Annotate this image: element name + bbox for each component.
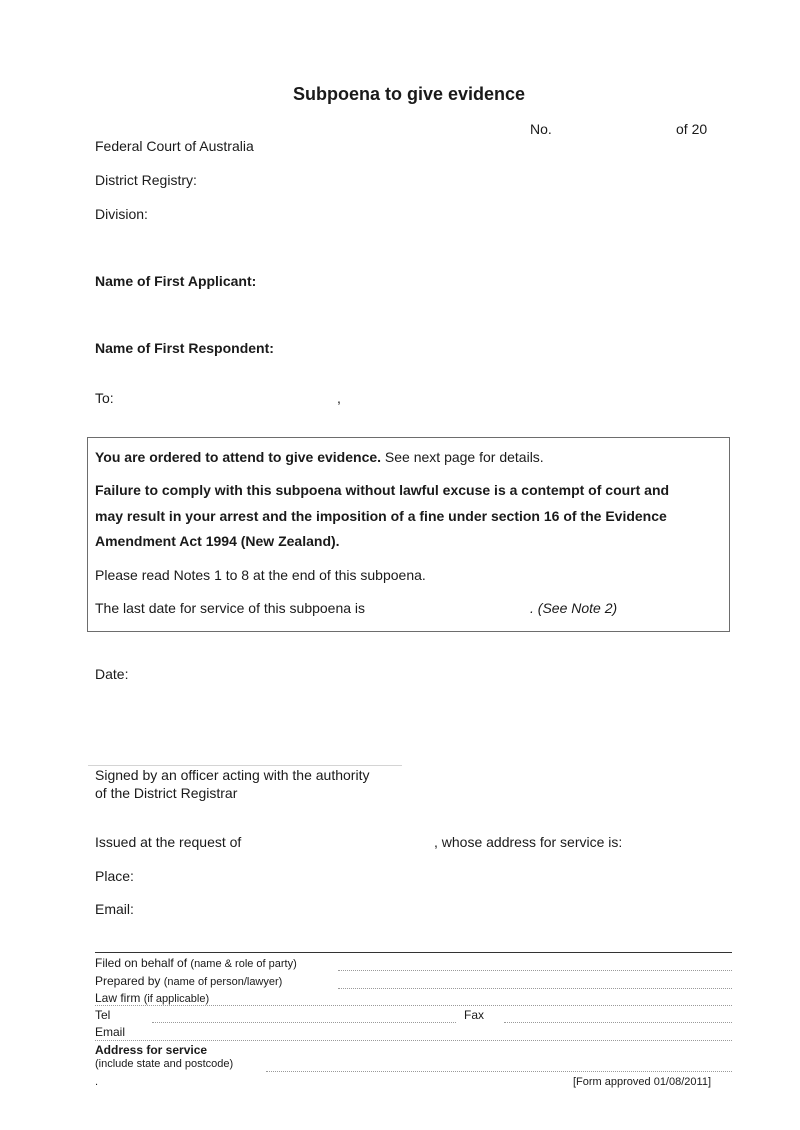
tel-label: Tel [95, 1008, 111, 1022]
first-respondent-label: Name of First Respondent: [95, 340, 274, 356]
tel-field[interactable] [152, 1022, 456, 1023]
read-notes-text: Please read Notes 1 to 8 at the end of this subpoena. [95, 567, 426, 583]
failure-line-1: Failure to comply with this subpoena without lawful excuse is a contempt of court and [95, 482, 670, 498]
address-for-service-text: , whose address for service is: [434, 834, 623, 850]
first-applicant-label: Name of First Applicant: [95, 273, 257, 289]
address-for-service-label: Address for service [95, 1043, 208, 1057]
address-note: (include state and postcode) [95, 1058, 234, 1070]
filed-on-behalf-text: Filed on behalf of [95, 956, 188, 970]
failure-line-3: Amendment Act 1994 (New Zealand). [95, 533, 340, 549]
failure-line-2: may result in your arrest and the imposition of a fine under section 16 of the Evidence [95, 508, 667, 524]
law-firm-text: Law firm [95, 991, 141, 1005]
footer-email-field[interactable] [95, 1040, 732, 1041]
fax-field[interactable] [504, 1022, 732, 1023]
ordered-line [95, 449, 544, 465]
last-date-text: The last date for service of this subpoena is [95, 600, 366, 616]
footer-rule [95, 952, 732, 953]
prepared-by-label [95, 974, 282, 988]
fax-label: Fax [464, 1008, 485, 1022]
file-number-label: No. [530, 121, 552, 137]
see-note-italic: . (See Note 2) [530, 600, 618, 616]
form-approved-text: [Form approved 01/08/2011] [573, 1076, 711, 1088]
to-comma: , [337, 390, 341, 406]
footer-period: . [95, 1076, 99, 1088]
law-firm-field[interactable] [95, 1005, 732, 1006]
filed-on-behalf-field[interactable] [338, 970, 732, 971]
date-label: Date: [95, 666, 129, 682]
division-label: Division: [95, 206, 148, 222]
signature-line [88, 765, 402, 766]
footer-email-label: Email [95, 1025, 126, 1039]
see-note-text [530, 600, 617, 616]
prepared-by-field[interactable] [338, 988, 732, 989]
page-title: Subpoena to give evidence [292, 84, 526, 104]
email-label: Email: [95, 901, 134, 917]
law-firm-note: (if applicable) [143, 993, 210, 1005]
place-label: Place: [95, 868, 134, 884]
law-firm-label [95, 991, 209, 1005]
signed-by-line-2: of the District Registrar [95, 785, 238, 801]
signed-by-line-1: Signed by an officer acting with the authority [95, 767, 370, 783]
to-label: To: [95, 390, 114, 406]
prepared-by-note: (name of person/lawyer) [163, 976, 283, 988]
filed-on-behalf-label [95, 956, 297, 970]
ordered-bold-text: You are ordered to attend to give evidence. [95, 449, 382, 465]
issued-at-label: Issued at the request of [95, 834, 242, 850]
ordered-rest-text: See next page for details. [381, 449, 544, 465]
prepared-by-text: Prepared by [95, 974, 161, 988]
filed-on-behalf-note: (name & role of party) [190, 958, 297, 970]
district-registry-label: District Registry: [95, 172, 197, 188]
court-name: Federal Court of Australia [95, 138, 254, 154]
address-for-service-field[interactable] [266, 1071, 732, 1072]
file-year-label: of 20 [676, 121, 708, 137]
